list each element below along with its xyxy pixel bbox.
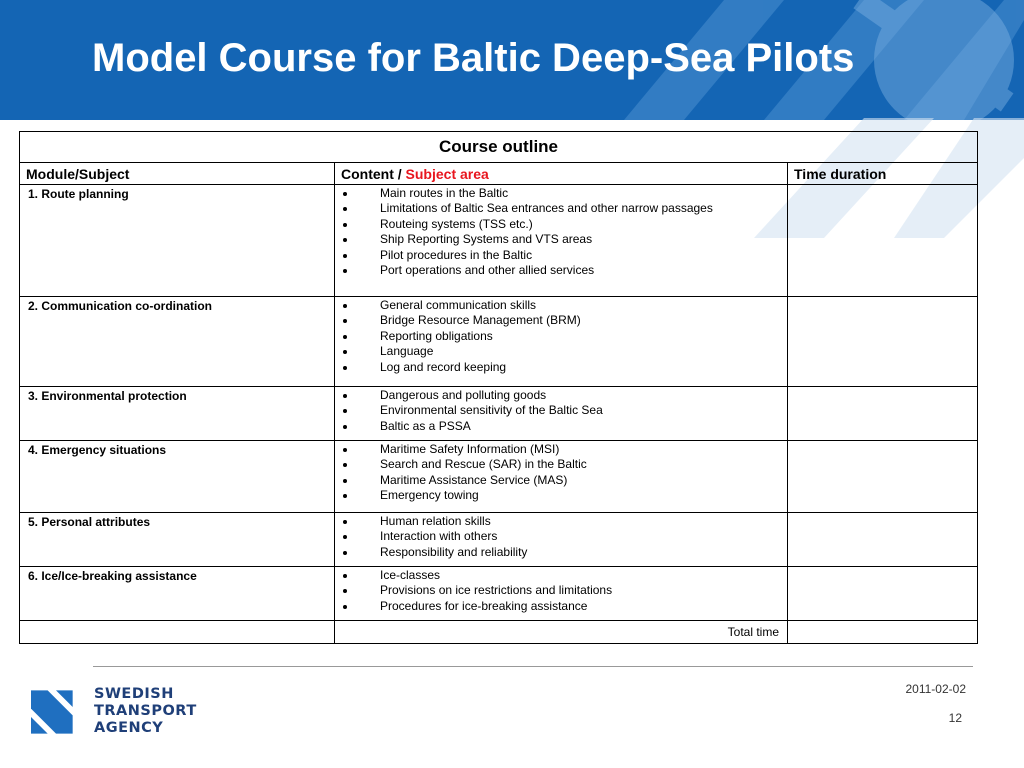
list-item: Main routes in the Baltic bbox=[335, 186, 787, 201]
list-item: Maritime Safety Information (MSI) bbox=[335, 442, 787, 457]
table-row bbox=[20, 513, 978, 567]
content-cell bbox=[335, 441, 788, 513]
list-item: Procedures for ice-breaking assistance bbox=[335, 599, 787, 614]
header-module: Module/Subject bbox=[20, 163, 335, 185]
list-item: Limitations of Baltic Sea entrances and other narrow passages bbox=[335, 201, 787, 216]
table-row bbox=[20, 387, 978, 441]
table-caption: Course outline bbox=[20, 132, 978, 163]
time-cell bbox=[788, 441, 978, 513]
list-item: Environmental sensitivity of the Baltic Sea bbox=[335, 403, 787, 418]
logo-line: AGENCY bbox=[94, 720, 164, 736]
logo-line: TRANSPORT bbox=[94, 703, 197, 719]
list-item: Reporting obligations bbox=[335, 329, 787, 344]
list-item: Bridge Resource Management (BRM) bbox=[335, 313, 787, 328]
module-name: 2. Communication co-ordination bbox=[20, 297, 335, 387]
swedish-transport-agency-logo-icon bbox=[31, 686, 81, 738]
content-cell bbox=[335, 185, 788, 297]
header-time: Time duration bbox=[788, 163, 978, 185]
time-cell bbox=[788, 387, 978, 441]
table-row bbox=[20, 185, 978, 297]
list-item: Routeing systems (TSS etc.) bbox=[335, 217, 787, 232]
total-time-label: Total time bbox=[335, 621, 788, 644]
total-row bbox=[20, 621, 978, 644]
table-row bbox=[20, 441, 978, 513]
time-cell bbox=[788, 297, 978, 387]
total-time-value bbox=[788, 621, 978, 644]
module-name: 5. Personal attributes bbox=[20, 513, 335, 567]
time-cell bbox=[788, 567, 978, 621]
module-name: 1. Route planning bbox=[20, 185, 335, 297]
page-number: 12 bbox=[948, 711, 962, 725]
list-item: Interaction with others bbox=[335, 529, 787, 544]
list-item: Provisions on ice restrictions and limitations bbox=[335, 583, 787, 598]
list-item: General communication skills bbox=[335, 298, 787, 313]
content-cell bbox=[335, 387, 788, 441]
module-name: 3. Environmental protection bbox=[20, 387, 335, 441]
header-content-label: Content / bbox=[341, 165, 406, 182]
list-item: Human relation skills bbox=[335, 514, 787, 529]
list-item: Maritime Assistance Service (MAS) bbox=[335, 473, 787, 488]
list-item: Ship Reporting Systems and VTS areas bbox=[335, 232, 787, 247]
content-cell bbox=[335, 297, 788, 387]
logo-line: SWEDISH bbox=[94, 686, 174, 702]
list-item: Emergency towing bbox=[335, 488, 787, 503]
list-item: Log and record keeping bbox=[335, 360, 787, 375]
list-item: Search and Rescue (SAR) in the Baltic bbox=[335, 457, 787, 472]
table-row bbox=[20, 567, 978, 621]
list-item: Pilot procedures in the Baltic bbox=[335, 248, 787, 263]
list-item: Dangerous and polluting goods bbox=[335, 388, 787, 403]
list-item: Language bbox=[335, 344, 787, 359]
time-cell bbox=[788, 513, 978, 567]
course-outline-table bbox=[19, 131, 978, 644]
list-item: Baltic as a PSSA bbox=[335, 419, 787, 434]
total-empty-cell bbox=[20, 621, 335, 644]
table-row bbox=[20, 297, 978, 387]
header-content bbox=[335, 163, 788, 185]
list-item: Port operations and other allied services bbox=[335, 263, 787, 278]
slide-date: 2011-02-02 bbox=[905, 682, 966, 696]
module-name: 4. Emergency situations bbox=[20, 441, 335, 513]
content-cell bbox=[335, 513, 788, 567]
list-item: Responsibility and reliability bbox=[335, 545, 787, 560]
list-item: Ice-classes bbox=[335, 568, 787, 583]
header-subject-area: Subject area bbox=[405, 165, 489, 182]
title-banner bbox=[0, 0, 1024, 120]
module-name: 6. Ice/Ice-breaking assistance bbox=[20, 567, 335, 621]
footer-divider bbox=[93, 666, 973, 667]
logo-wordmark bbox=[94, 686, 197, 737]
slide-title: Model Course for Baltic Deep-Sea Pilots bbox=[92, 36, 855, 80]
time-cell bbox=[788, 185, 978, 297]
content-cell bbox=[335, 567, 788, 621]
